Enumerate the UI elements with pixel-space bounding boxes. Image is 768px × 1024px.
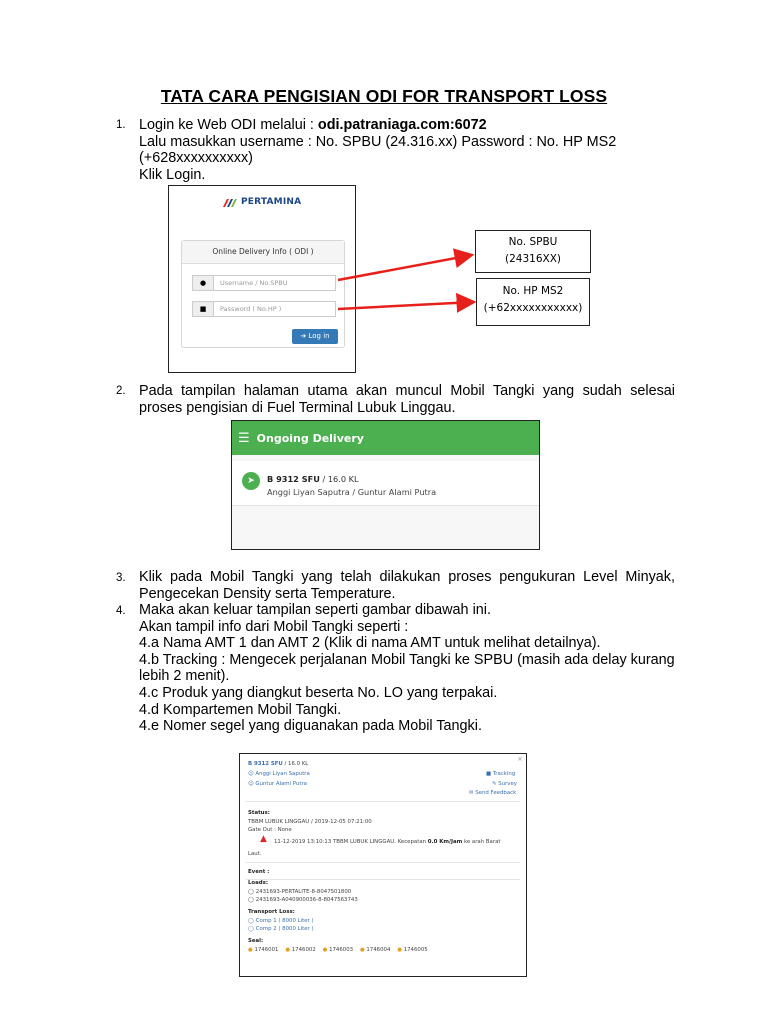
load-item-text: 2431693-A040900036-8-8047563743 xyxy=(255,897,358,903)
vehicle-volume: / 16.0 KL xyxy=(319,474,359,484)
seal-list xyxy=(248,947,428,954)
hp-note-value: (+62xxxxxxxxxxx) xyxy=(483,302,583,314)
thermometer-icon: ▲ xyxy=(260,834,267,844)
circle-icon: ◯ xyxy=(248,889,255,895)
seal-item: 1746001 xyxy=(254,947,279,953)
seal-item: 1746003 xyxy=(329,947,354,953)
step-3-number: 3. xyxy=(116,572,126,584)
load-item-text: 2431693-PERTALITE-8-8047501800 xyxy=(255,889,352,895)
step-3-text: Klik pada Mobil Tangki yang telah dilakukan proses pengukuran Level Minyak, Pengecekan Density serta Temperature. xyxy=(139,569,675,602)
tag-icon: ● xyxy=(359,947,365,953)
sign-in-icon: ➔ xyxy=(300,332,307,340)
event-label: Event : xyxy=(248,869,270,875)
feedback-label: Send Feedback xyxy=(475,790,517,796)
divider xyxy=(246,862,520,863)
seal-item: 1746002 xyxy=(291,947,316,953)
spbu-note-box xyxy=(475,230,591,273)
status-label: Status: xyxy=(248,810,270,816)
amt2-link[interactable]: Guntur Alami Putra xyxy=(255,781,307,787)
arrow-username xyxy=(338,255,472,280)
step-1-credentials: Lalu masukkan username : No. SPBU (24.316.xx) Password : No. HP MS2 (+628xxxxxxxxxx) xyxy=(139,133,617,167)
position-text xyxy=(274,839,501,846)
login-button-label: Log in xyxy=(308,332,330,340)
amt2-row[interactable] xyxy=(248,781,307,788)
position-prefix: 11-12-2019 13:10:13 TBBM LUBUK LINGGAU. Kecepatan xyxy=(274,839,428,845)
spbu-note-title: No. SPBU xyxy=(508,236,558,248)
amt1-row[interactable] xyxy=(248,771,310,778)
tracking-label: Tracking xyxy=(492,771,516,777)
compartment-item[interactable] xyxy=(248,926,314,933)
circle-icon: ◯ xyxy=(248,897,255,903)
hp-note-box xyxy=(476,278,590,326)
username-input[interactable]: Username / No.SPBU xyxy=(214,275,336,291)
compartment-link[interactable]: Comp 1 ( 8000 Liter ) xyxy=(255,918,314,924)
divider xyxy=(246,801,520,802)
person-icon: ☺ xyxy=(248,781,254,787)
tag-icon: ● xyxy=(322,947,328,953)
compartment-item[interactable] xyxy=(248,918,314,925)
position-suffix: ke arah Barat xyxy=(462,839,501,845)
hamburger-menu-icon[interactable]: ☰ xyxy=(238,430,250,446)
ongoing-delivery-header xyxy=(232,421,539,455)
brand-name: PERTAMINA xyxy=(241,197,302,207)
divider xyxy=(246,879,520,880)
person-icon: ☺ xyxy=(248,771,254,777)
seal-item: 1746005 xyxy=(403,947,428,953)
compartment-link[interactable]: Comp 2 ( 8000 Liter ) xyxy=(255,926,314,932)
speed-value: 0.0 Km/Jam xyxy=(427,839,463,845)
step-2-number: 2. xyxy=(116,385,126,397)
load-item xyxy=(248,897,358,904)
tag-icon: ● xyxy=(397,947,402,953)
detail-vehicle xyxy=(248,761,308,768)
tag-icon: ● xyxy=(248,947,253,953)
step-4-line-7: 4.e Nomer segel yang diguanakan pada Mobil Tangki. xyxy=(139,718,482,735)
step-4-line-2: Akan tampil info dari Mobil Tangki seperti : xyxy=(139,618,409,635)
transport-loss-label: Transport Loss: xyxy=(248,909,295,915)
ongoing-delivery-title: Ongoing Delivery xyxy=(256,431,364,445)
step-4-line-6: 4.d Kompartemen Mobil Tangki. xyxy=(139,701,342,718)
login-panel-title: Online Delivery Info ( ODI ) xyxy=(182,241,344,264)
step-4-line-3: 4.a Nama AMT 1 dan AMT 2 (Klik di nama AMT untuk melihat detailnya). xyxy=(139,635,601,652)
step-4-number: 4. xyxy=(116,605,126,617)
user-icon: ● xyxy=(192,275,214,291)
step-1-click-login: Klik Login. xyxy=(139,166,206,183)
hp-note-title: No. HP MS2 xyxy=(502,285,564,297)
arrow-password xyxy=(338,302,474,309)
survey-label: Survey xyxy=(498,781,518,787)
seal-item: 1746004 xyxy=(366,947,391,953)
truck-icon: ■ xyxy=(486,771,492,777)
circle-icon: ◯ xyxy=(248,918,255,924)
step-4-line-5: 4.c Produk yang diangkut beserta No. LO yang terpakai. xyxy=(139,684,498,701)
send-icon: ➤ xyxy=(242,472,260,490)
feedback-link[interactable] xyxy=(469,790,516,797)
spbu-note-value: (24316XX) xyxy=(505,253,561,265)
step-1-number: 1. xyxy=(116,119,126,131)
gate-out: Gate Out : None xyxy=(248,827,292,833)
step-4-line-4: 4.b Tracking : Mengecek perjalanan Mobil Tangki ke SPBU (masih ada delay kurang lebih 2 menit). xyxy=(139,651,675,685)
step-2-text: Pada tampilan halaman utama akan muncul Mobil Tangki yang sudah selesai proses pengisian di Fuel Terminal Lubuk Linggau. xyxy=(139,383,675,416)
circle-icon: ◯ xyxy=(248,926,255,932)
step-4-text xyxy=(139,602,675,735)
tracking-link[interactable] xyxy=(486,771,515,778)
page-title: TATA CARA PENGISIAN ODI FOR TRANSPORT LOSS xyxy=(160,86,608,106)
lock-icon: ■ xyxy=(192,301,214,317)
delivery-crew: Anggi Liyan Saputra / Guntur Alami Putra xyxy=(267,487,437,497)
status-value: TBBM LUBUK LINGGAU / 2019-12-05 07:21:00 xyxy=(248,819,372,825)
odi-url: odi.patraniaga.com:6072 xyxy=(317,117,487,133)
seal-label: Seal: xyxy=(248,938,264,944)
load-item xyxy=(248,889,351,896)
delivery-list-item[interactable] xyxy=(232,461,539,506)
feedback-icon: ✉ xyxy=(469,790,474,796)
delivery-detail-screenshot xyxy=(239,753,527,977)
amt1-link[interactable]: Anggi Liyan Saputra xyxy=(255,771,310,777)
ongoing-delivery-screenshot xyxy=(231,420,540,550)
delivery-vehicle xyxy=(267,474,359,484)
step-4-line-1: Maka akan keluar tampilan seperti gambar dibawah ini. xyxy=(139,602,491,618)
detail-volume: / 16.0 KL xyxy=(282,761,309,767)
password-input[interactable]: Password ( No.HP ) xyxy=(214,301,336,317)
tag-icon: ● xyxy=(285,947,291,953)
loads-label: Loads: xyxy=(248,880,268,886)
position-end: Laut. xyxy=(248,851,262,857)
vehicle-plate: B 9312 SFU xyxy=(267,474,320,484)
detail-plate: B 9312 SFU xyxy=(248,761,283,767)
survey-icon: ✎ xyxy=(492,781,497,787)
survey-link[interactable] xyxy=(492,781,517,788)
step-1-login-text: Login ke Web ODI melalui : xyxy=(139,117,318,133)
close-icon[interactable]: × xyxy=(517,755,523,763)
